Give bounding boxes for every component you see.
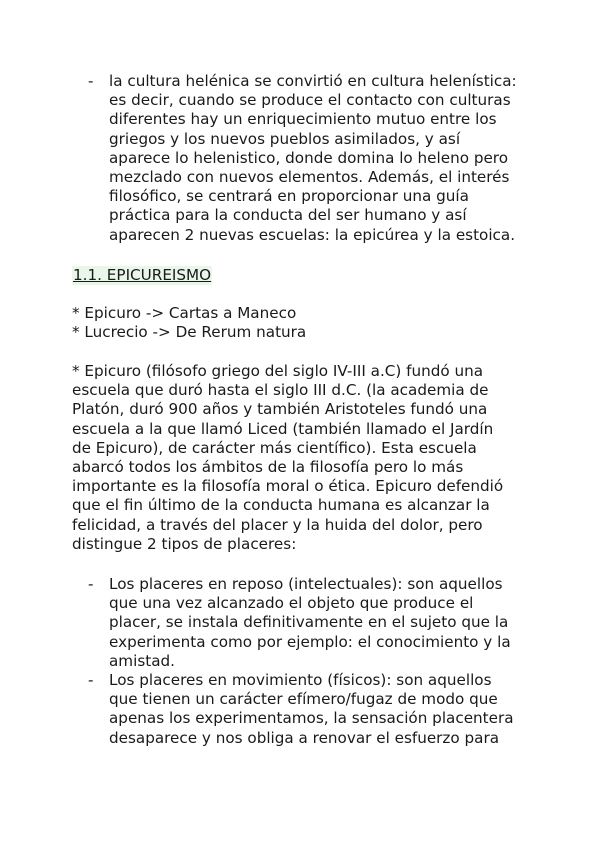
text-line: amistad. [109, 651, 175, 670]
references-list [72, 304, 534, 342]
text-line: escuela que duró hasta el siglo III d.C. (la academia de [72, 381, 489, 400]
text-line: placer, se instala definitivamente en el sujeto que la [109, 613, 509, 632]
text-line: escuela a la que llamó Liced (también llamado el Jardín [72, 419, 494, 438]
text-line: filosófico, se centrará en proporcionar una guía [109, 187, 469, 206]
bullet-text [109, 575, 539, 671]
text-line: que una vez alcanzado el objeto que produce el [109, 594, 474, 613]
text-line: distingue 2 tipos de placeres: [72, 534, 297, 553]
bullet-text [109, 671, 539, 748]
text-line: aparece lo helenistico, donde domina lo heleno pero [109, 148, 509, 167]
body-paragraph [72, 362, 534, 554]
bullet-dash: - [88, 72, 94, 90]
text-line: Los placeres en reposo (intelectuales): son aquellos [109, 575, 503, 593]
reference-item: * Epicuro -> Cartas a Maneco [72, 304, 297, 322]
text-line: apenas los experimentamos, la sensación placentera [109, 709, 514, 728]
text-line: es decir, cuando se produce el contacto con culturas [109, 91, 511, 110]
text-line: la cultura helénica se convirtió en cultura helenística: [109, 72, 517, 90]
text-line: que tienen un carácter efímero/fugaz de modo que [109, 690, 498, 709]
text-line: experimenta como por ejemplo: el conocimiento y la [109, 632, 511, 651]
text-line: griegos y los nuevos pueblos asimilados, y así [109, 129, 461, 148]
text-line: desaparece y nos obliga a renovar el esfuerzo para [109, 728, 500, 747]
section-heading: 1.1. EPICUREISMO [73, 266, 212, 284]
text-line: Platón, duró 900 años y también Aristoteles fundó una [72, 400, 488, 419]
text-line: mezclado con nuevos elementos. Además, el interés [109, 168, 510, 187]
text-line: abarcó todos los ámbitos de la filosofía pero lo más [72, 458, 464, 477]
text-line: de Epicuro), de carácter más científico). Esta escuela [72, 438, 477, 457]
bullet-dash: - [88, 575, 94, 593]
text-line: diferentes hay un enriquecimiento mutuo entre los [109, 110, 497, 129]
reference-item: * Lucrecio -> De Rerum natura [72, 323, 307, 342]
text-line: Los placeres en movimiento (físicos): son aquellos [109, 671, 492, 689]
bullet-dash: - [88, 671, 94, 689]
text-line: práctica para la conducta del ser humano y así [109, 206, 467, 225]
bullet-text [109, 72, 539, 245]
text-line: aparecen 2 nuevas escuelas: la epicúrea y la estoica. [109, 225, 516, 244]
text-line: felicidad, a través del placer y la huida del dolor, pero [72, 515, 483, 534]
text-line: * Epicuro (filósofo griego del siglo IV-III a.C) fundó una [72, 362, 484, 380]
text-line: importante es la filosofía moral o ética. Epicuro defendió [72, 477, 504, 496]
text-line: que el fin último de la conducta humana es alcanzar la [72, 496, 490, 515]
